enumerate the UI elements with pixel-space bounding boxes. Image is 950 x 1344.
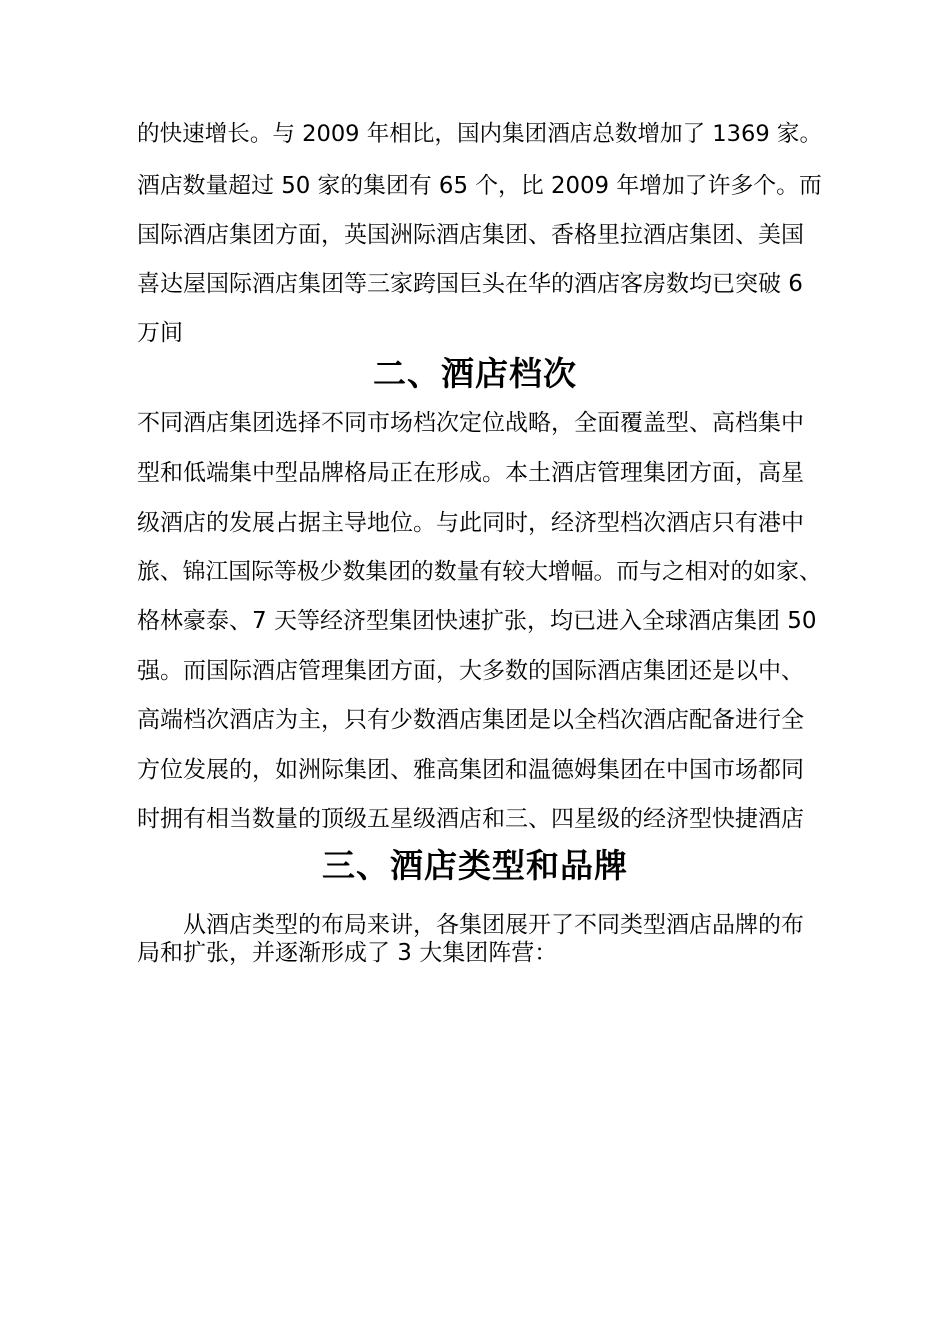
text-line: 喜达屋国际酒店集团等三家跨国巨头在华的酒店客房数均已突破 6 [137, 271, 803, 297]
text-line: 不同酒店集团选择不同市场档次定位战略，全面覆盖型、高档集中 [137, 410, 804, 436]
text-line: 强。而国际酒店管理集团方面，大多数的国际酒店集团还是以中、 [137, 658, 804, 684]
text-line: 的快速增长。与 2009 年相比，国内集团酒店总数增加了 1369 家。 [137, 121, 823, 147]
text-line: 旅、锦江国际等极少数集团的数量有较大增幅。而与之相对的如家、 [137, 559, 822, 585]
text-line: 高端档次酒店为主，只有少数酒店集团是以全档次酒店配备进行全 [137, 707, 804, 733]
text-line: 从酒店类型的布局来讲，各集团展开了不同类型酒店品牌的布 [183, 912, 804, 938]
text-line: 时拥有相当数量的顶级五星级酒店和三、四星级的经济型快捷酒店 [137, 806, 804, 832]
text-line: 局和扩张，并逐渐形成了 3 大集团阵营： [137, 940, 558, 966]
text-line: 格林豪泰、7 天等经济型集团快速扩张，均已进入全球酒店集团 50 [137, 608, 817, 634]
text-line: 酒店数量超过 50 家的集团有 65 个，比 2009 年增加了许多个。而 [137, 173, 822, 199]
text-line: 方位发展的，如洲际集团、雅高集团和温德姆集团在中国市场都同 [137, 757, 804, 783]
text-line: 国际酒店集团方面，英国洲际酒店集团、香格里拉酒店集团、美国 [137, 222, 804, 248]
text-line: 万间 [137, 320, 183, 346]
section-heading-hotel-types-brands: 三、酒店类型和品牌 [322, 846, 628, 885]
section-heading-hotel-grade: 二、酒店档次 [373, 354, 577, 393]
text-line: 型和低端集中型品牌格局正在形成。本土酒店管理集团方面，高星 [137, 460, 804, 486]
text-line: 级酒店的发展占据主导地位。与此同时，经济型档次酒店只有港中 [137, 510, 804, 536]
